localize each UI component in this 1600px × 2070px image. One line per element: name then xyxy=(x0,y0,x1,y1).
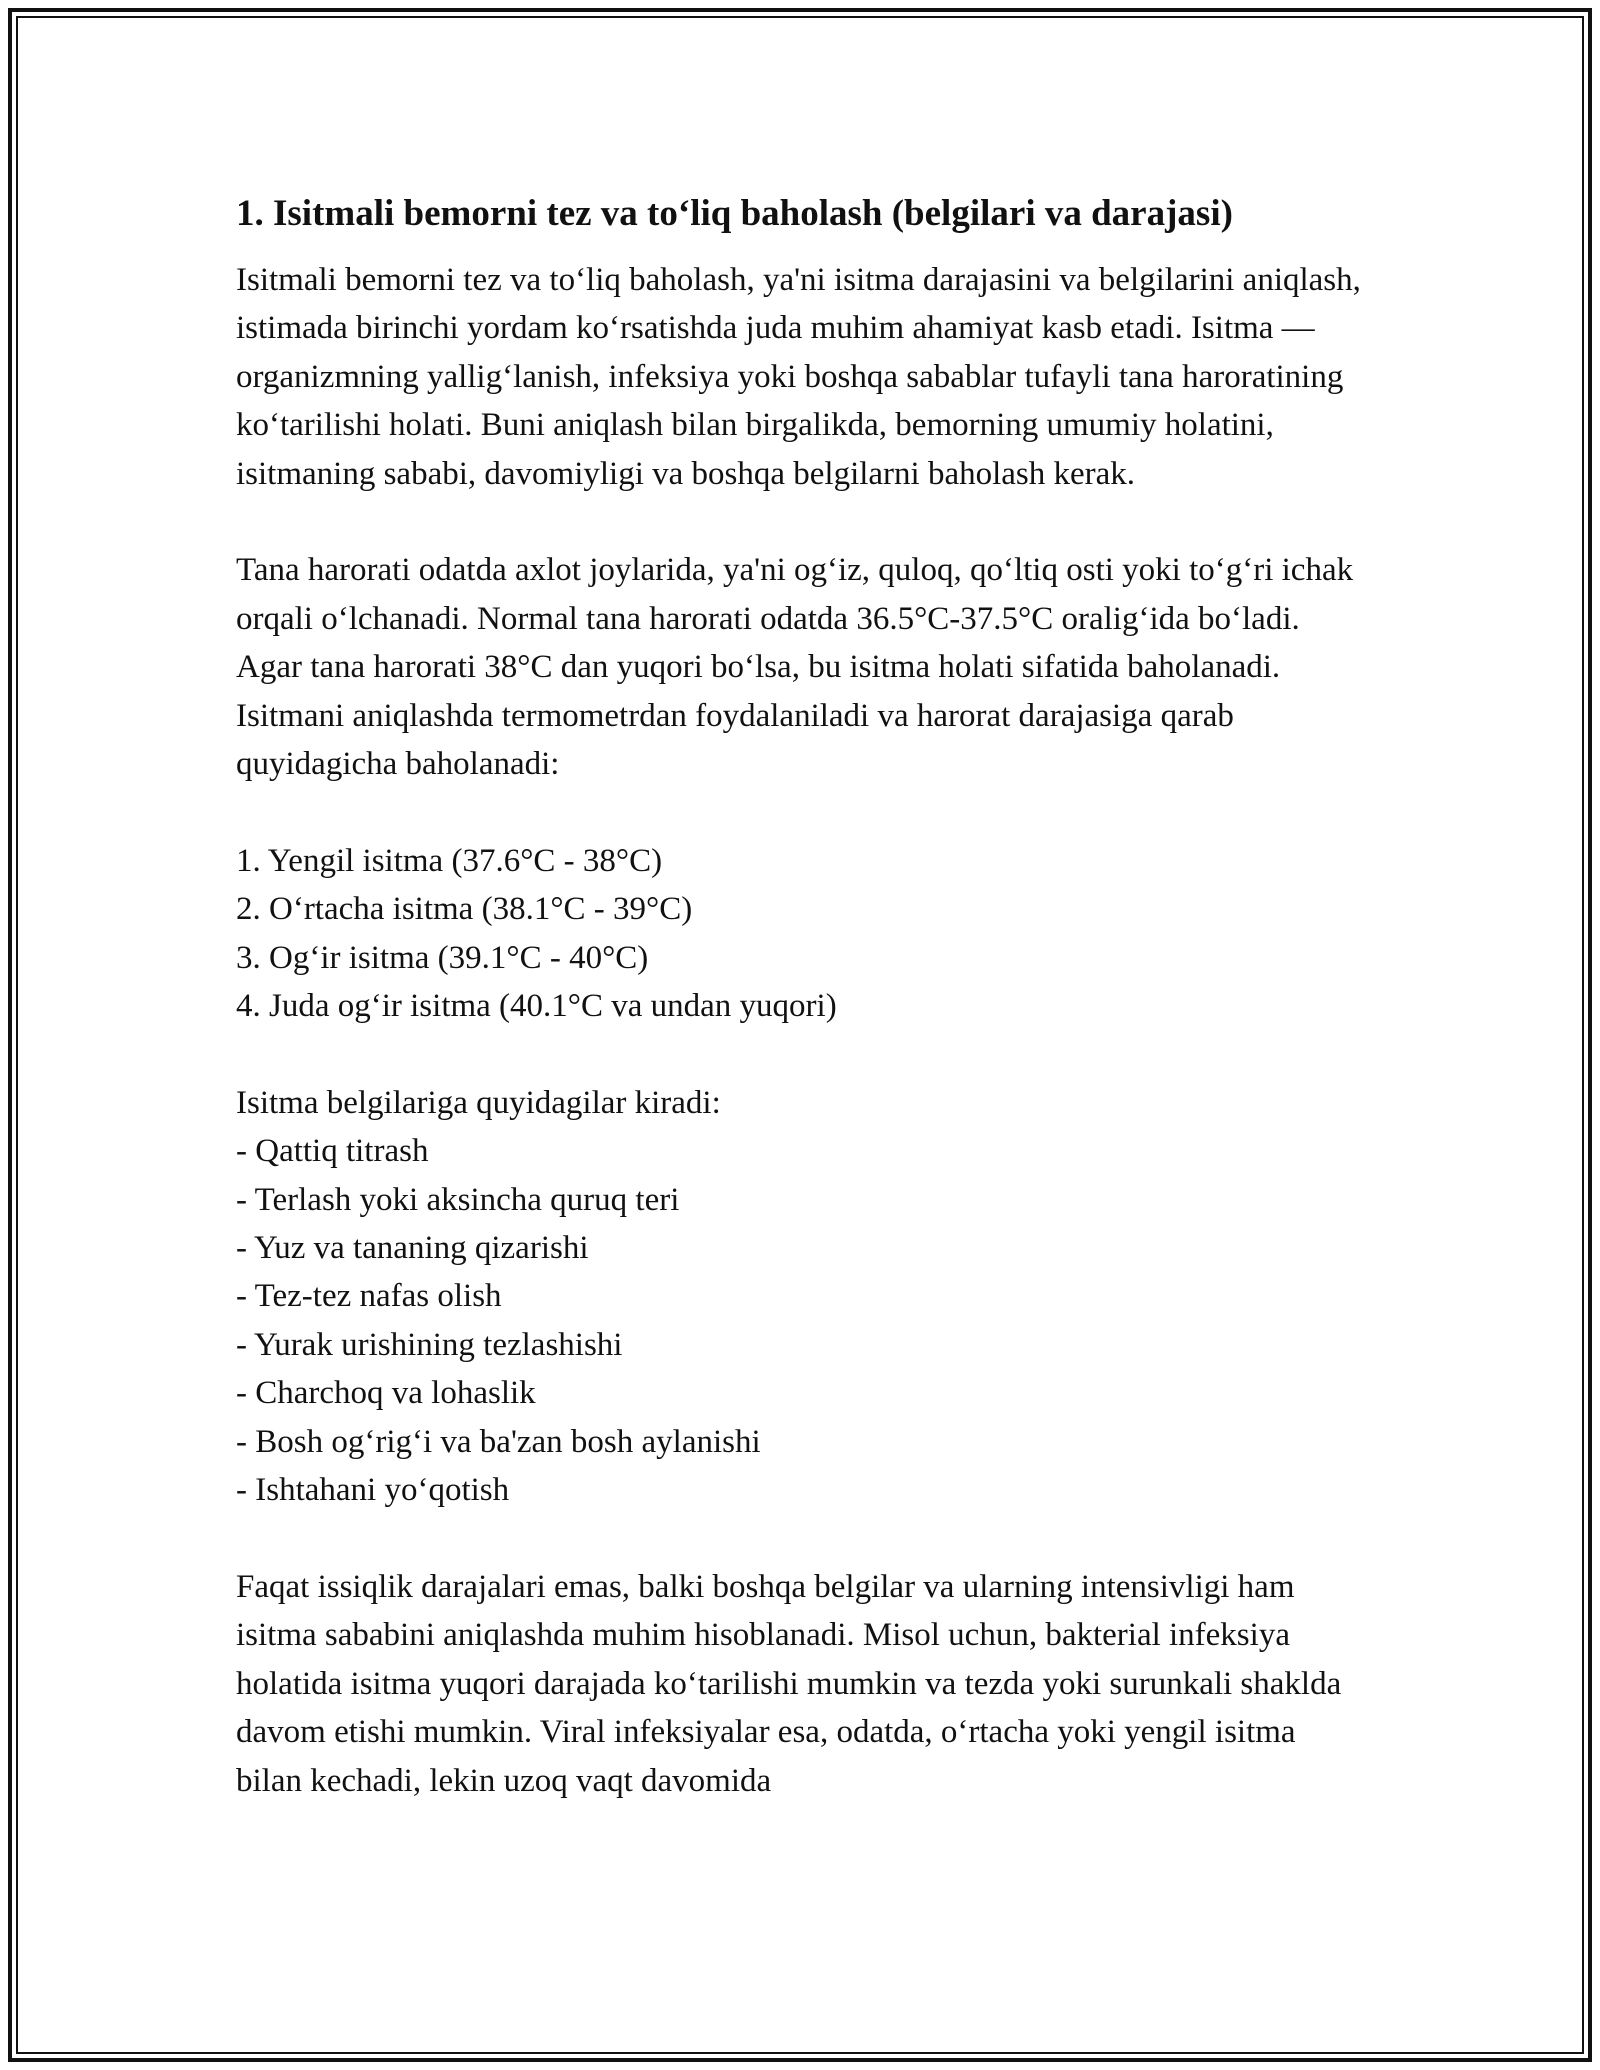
list-item: 4. Juda og‘ir isitma (40.1°C va undan yuqori) xyxy=(236,988,837,1025)
list-item: - Charchoq va lohaslik xyxy=(236,1375,536,1412)
intro-paragraph: Isitmali bemorni tez va to‘liq baholash, ya'ni isitma darajasini va belgilarini aniqlash, istimada birinchi yordam ko‘rsatishda juda muhim ahamiyat kasb etadi. Isitma — organizmning yallig‘lanish, infeksiya yoki boshqa sabablar tufayli tana haroratining ko‘tarilishi holati. Buni aniqlash bilan birgalikda, bemorning umumiy holatini, isitmaning sababi, davomiyligi va boshqa belgilarni baholash kerak. xyxy=(236,262,1361,492)
list-item: - Qattiq titrash xyxy=(236,1133,429,1170)
list-item: - Yuz va tananing qizarishi xyxy=(236,1230,589,1267)
list-item: - Tez-tez nafas olish xyxy=(236,1278,502,1315)
list-item: - Terlash yoki aksincha quruq teri xyxy=(236,1181,680,1218)
symptom-list-intro: Isitma belgilariga quyidagilar kiradi: xyxy=(236,1084,721,1121)
document-body xyxy=(236,186,1366,1853)
list-item: 3. Og‘ir isitma (39.1°C - 40°C) xyxy=(236,939,649,976)
list-item: 1. Yengil isitma (37.6°C - 38°C) xyxy=(236,842,663,879)
fever-degree-list xyxy=(236,837,1366,1031)
list-item: - Ishtahani yo‘qotish xyxy=(236,1472,510,1509)
list-item: 2. O‘rtacha isitma (38.1°C - 39°C) xyxy=(236,891,693,928)
measurement-paragraph: Tana harorati odatda axlot joylarida, ya'ni og‘iz, quloq, qo‘ltiq osti yoki to‘g‘ri ichak orqali o‘lchanadi. Normal tana harorati odatda 36.5°C-37.5°C oralig‘ida bo‘ladi. Agar tana harorati 38°C dan yuqori bo‘lsa, bu isitma holati sifatida baholanadi. Isitmani aniqlashda termometrdan foydalaniladi va harorat darajasiga qarab quyidagicha baholanadi: xyxy=(236,552,1354,783)
list-item: - Bosh og‘rig‘i va ba'zan bosh aylanishi xyxy=(236,1423,761,1460)
symptom-list xyxy=(236,1079,1366,1515)
closing-paragraph: Faqat issiqlik darajalari emas, balki boshqa belgilar va ularning intensivligi ham isitma sababini aniqlashda muhim hisoblanadi. Misol uchun, bakterial infeksiya holatida isitma yuqori darajada ko‘tarilishi mumkin va tezda yoki surunkali shaklda davom etishi mumkin. Viral infeksiyalar esa, odatda, o‘rtacha yoki yengil isitma bilan kechadi, lekin uzoq vaqt davomida xyxy=(236,1568,1342,1799)
list-item: - Yurak urishining tezlashishi xyxy=(236,1326,623,1363)
section-heading: 1. Isitmali bemorni tez va to‘liq baholash (belgilari va darajasi) xyxy=(236,193,1233,234)
